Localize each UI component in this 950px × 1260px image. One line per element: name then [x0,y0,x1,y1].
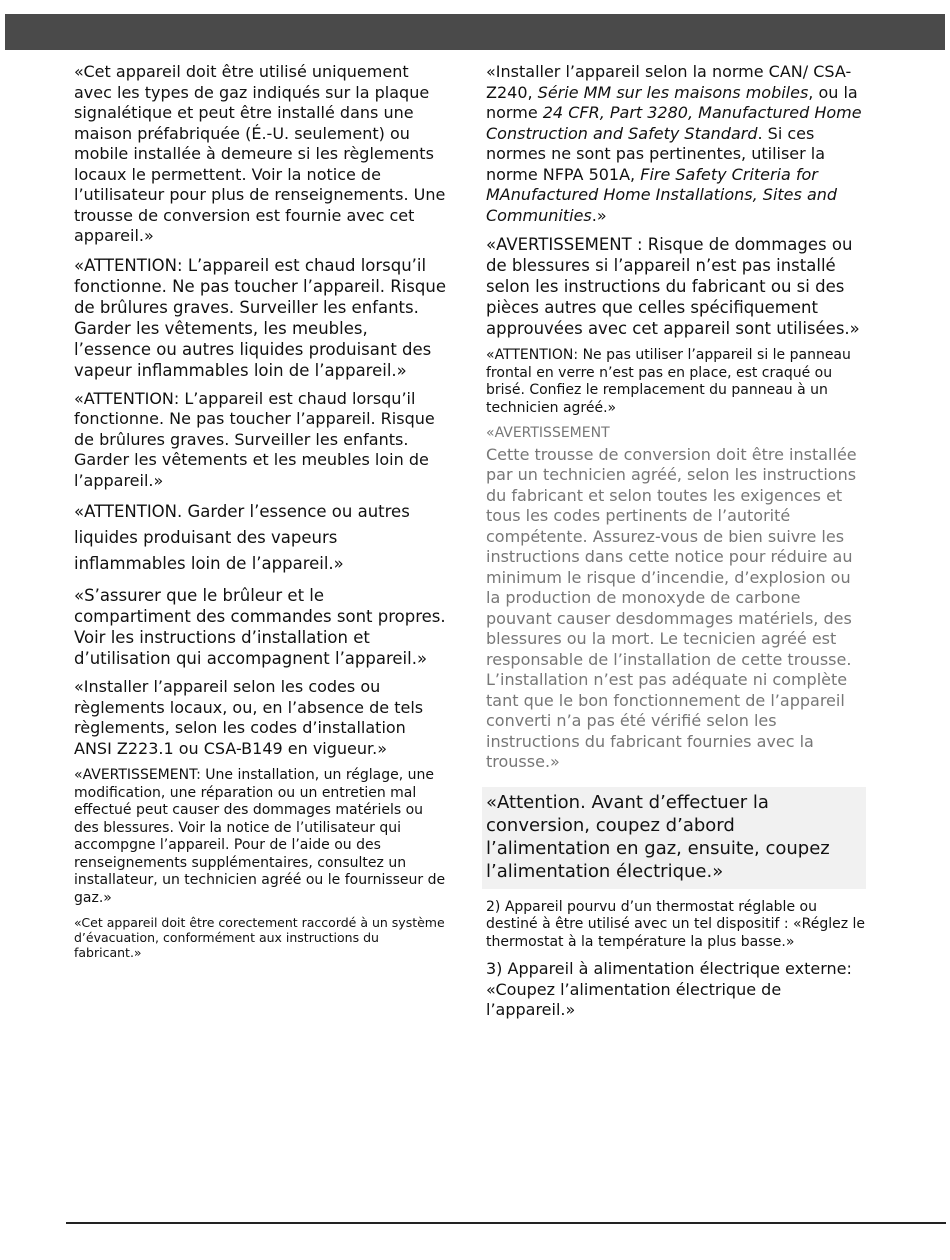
conversion-kit-warning: Cette trousse de conversion doit être installée par un technicien agréé, selon les instructions du fabricant et selon toutes les exigences et tous les codes pertinents de l’autorité compétente. Assurez-vous de bien suivre les instructions dans cette notice pour réduire au minimum le risque d’incendie, d’explosion ou la production de monoxyde de carbone pouvant causer desdommages matériels, des blessures ou la mort. Le tecnicien agréé est responsable de l’installation de cette trousse. L’installation n’est pas adéquate ni complète tant que le bon fonctionnement de l’appareil converti n’a pas été vérifié selon les instructions du fabricant fournies avec la trousse.» [486,444,857,771]
venting-notice: «Cet appareil doit être corectement raccordé à un système d’évacuation, conformément aux instructions du fabricant.» [74,915,445,960]
installation-codes-notice: «Installer l’appareil selon les codes ou règlements locaux, ou, en l’absence de tels règlements, selon les codes d’installation ANSI Z223.1 ou CSA-B149 en vigueur.» [74,677,424,758]
hot-appliance-warning-full: «ATTENTION: L’appareil est chaud lorsqu’il fonctionne. Ne pas toucher l’appareil. Risque de brûlures graves. Surveiller les enfants. Garder les vêtements, les meubles, l’essence ou autres liquides produisant des vapeur inflammables loin de l’appareil.» [74,255,446,380]
right-column [486,62,866,1029]
burner-clean-notice: «S’assurer que le brûleur et le compartiment des commandes sont propres. Voir les instructions d’installation et d’utilisation qui accompagnent l’appareil.» [74,586,446,668]
glass-panel-warning: «ATTENTION: Ne pas utiliser l’appareil si le panneau frontal en verre n’est pas en place, est craqué ou brisé. Confiez le remplacement du panneau à un technicien agréé.» [486,347,851,416]
electrical-shutoff-instruction: 3) Appareil à alimentation électrique externe: «Coupez l’alimentation électrique de l’appareil.» [486,959,852,1019]
mobile-home-standards-notice: «Installer l’appareil selon la norme CAN/ CSA-Z240, Série MM sur les maisons mobiles, ou la norme 24 CFR, Part 3280, Manufactured Home Construction and Safety Standard. Si ces normes ne sont pas pertinentes, utiliser la norme NFPA 501A, Fire Safety Criteria for MAnufactured Home Installations, Sites and Communities.» [486,62,862,225]
unapproved-parts-warning: «AVERTISSEMENT : Risque de dommages ou de blessures si l’appareil n’est pas installé selon les instructions du fabricant ou si des pièces autres que celles spécifiquement approuvées avec cet appareil sont utilisées.» [486,235,860,338]
shutoff-before-conversion-notice: «Attention. Avant d’effectuer la conversion, coupez d’abord l’alimentation en gaz, ensuite, coupez l’alimentation électrique.» [486,791,830,882]
gas-type-notice: «Cet appareil doit être utilisé uniquement avec les types de gaz indiqués sur la plaque signalétique et peut être installé dans une maison préfabriquée (É.-U. seulement) ou mobile installée à demeure si les règlements locaux le permettent. Voir la notice de l’utilisateur pour plus de renseignements. Une trousse de conversion est fournie avec cet appareil.» [74,62,446,245]
left-column [74,62,446,968]
footer-rule [66,1222,946,1224]
improper-installation-warning: «AVERTISSEMENT: Une installation, un réglage, une modification, une réparation ou un entretien mal effectué peut causer des dommages matériels ou des blessures. Voir la notice de l’utilisateur qui accompgne l’appareil. Pour de l’aide ou des renseignements supplémentaires, consultez un installateur, un technicien agréé ou le fournisseur de gaz.» [74,767,446,906]
thermostat-instruction: 2) Appareil pourvu d’un thermostat réglable ou destiné à être utilisé avec un tel dispositif : «Réglez le thermostat à la température la plus basse.» [486,898,866,950]
hot-appliance-warning-short: «ATTENTION: L’appareil est chaud lorsqu’il fonctionne. Ne pas toucher l’appareil. Risque de brûlures graves. Surveiller les enfants. Garder les vêtements et les meubles loin de l’appareil.» [74,388,435,490]
flammable-liquids-warning: «ATTENTION. Garder l’essence ou autres liquides produisant des vapeurs inflammables loin de l’appareil.» [74,502,410,573]
header-bar [5,14,945,50]
conversion-warning-heading: «AVERTISSEMENT [486,425,610,441]
attention-box [482,787,866,889]
